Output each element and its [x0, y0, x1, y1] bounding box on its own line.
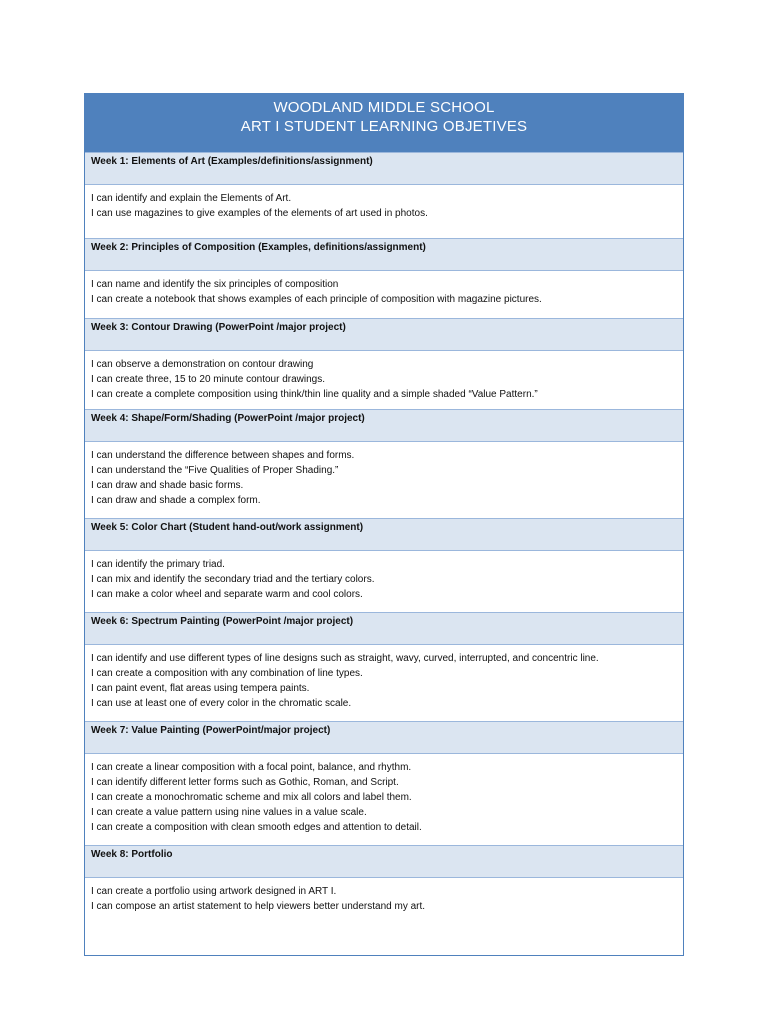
objective-item: I can create a composition with clean smooth edges and attention to detail. — [91, 822, 422, 833]
week-header-8: Week 8: Portfolio — [85, 845, 683, 878]
week-objectives-7 — [85, 754, 683, 845]
objective-item: I can create three, 15 to 20 minute contour drawings. — [91, 374, 326, 385]
week-header-1: Week 1: Elements of Art (Examples/definitions/assignment) — [85, 152, 683, 185]
objective-item: I can create a linear composition with a focal point, balance, and rhythm. — [91, 762, 412, 773]
document-title: ART I STUDENT LEARNING OBJETIVES — [240, 118, 528, 135]
objective-item: I can understand the “Five Qualities of Proper Shading.” — [91, 465, 339, 476]
objective-item: I can use at least one of every color in the chromatic scale. — [91, 698, 352, 709]
objective-item: I can compose an artist statement to help viewers better understand my art. — [91, 901, 426, 912]
objective-item: I can paint event, flat areas using tempera paints. — [91, 683, 310, 694]
week-header-3: Week 3: Contour Drawing (PowerPoint /major project) — [85, 318, 683, 351]
weeks-list — [85, 152, 683, 955]
week-objectives-6 — [85, 645, 683, 721]
objective-item: I can identify the primary triad. — [91, 559, 225, 570]
objective-item: I can create a composition with any combination of line types. — [91, 668, 363, 679]
objective-item: I can draw and shade basic forms. — [91, 480, 244, 491]
objective-item: I can use magazines to give examples of the elements of art used in photos. — [91, 208, 428, 219]
objective-item: I can make a color wheel and separate warm and cool colors. — [91, 589, 363, 600]
objectives-table — [84, 93, 684, 956]
objective-item: I can understand the difference between shapes and forms. — [91, 450, 355, 461]
objective-item: I can draw and shade a complex form. — [91, 495, 261, 506]
objective-item: I can name and identify the six principles of composition — [91, 279, 339, 290]
week-objectives-4 — [85, 442, 683, 518]
week-header-7: Week 7: Value Painting (PowerPoint/major project) — [85, 721, 683, 754]
objective-item: I can identify and explain the Elements of Art. — [91, 193, 292, 204]
week-header-5: Week 5: Color Chart (Student hand-out/work assignment) — [85, 518, 683, 551]
week-objectives-1 — [85, 185, 683, 238]
objective-item: I can create a complete composition using think/thin line quality and a simple shaded “Value Pattern.” — [91, 389, 538, 400]
objective-item: I can create a value pattern using nine values in a value scale. — [91, 807, 367, 818]
week-objectives-2 — [85, 271, 683, 318]
objective-item: I can create a notebook that shows examples of each principle of composition with magazine pictures. — [91, 294, 542, 305]
week-objectives-3 — [85, 351, 683, 409]
table-title — [85, 94, 683, 152]
school-name: WOODLAND MIDDLE SCHOOL — [273, 99, 495, 116]
objective-item: I can identify different letter forms such as Gothic, Roman, and Script. — [91, 777, 399, 788]
week-objectives-5 — [85, 551, 683, 612]
week-header-4: Week 4: Shape/Form/Shading (PowerPoint /major project) — [85, 409, 683, 442]
objective-item: I can create a portfolio using artwork designed in ART I. — [91, 886, 337, 897]
objective-item: I can identify and use different types of line designs such as straight, wavy, curved, interrupted, and concentric line. — [91, 653, 599, 664]
objective-item: I can observe a demonstration on contour drawing — [91, 359, 314, 370]
week-header-6: Week 6: Spectrum Painting (PowerPoint /major project) — [85, 612, 683, 645]
objective-item: I can mix and identify the secondary triad and the tertiary colors. — [91, 574, 375, 585]
week-header-2: Week 2: Principles of Composition (Examples, definitions/assignment) — [85, 238, 683, 271]
week-objectives-8 — [85, 878, 683, 955]
objective-item: I can create a monochromatic scheme and mix all colors and label them. — [91, 792, 412, 803]
